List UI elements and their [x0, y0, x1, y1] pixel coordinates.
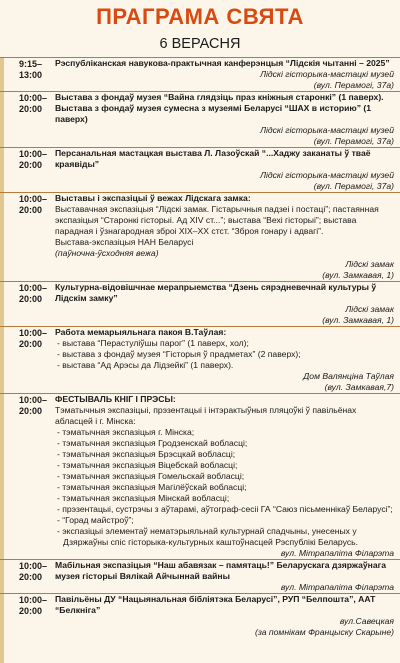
event-list-item: - тэматычная экспазіцыя Мінскай вобласці; [55, 493, 394, 504]
event-time-start: 10:00– [19, 395, 48, 405]
event-time-end: 20:00 [19, 205, 43, 215]
event-list-item: - тэматычная экспазіцыя Віцебскай вобласці; [55, 460, 394, 471]
event-time [19, 93, 53, 115]
event-time [19, 328, 53, 350]
event-time-end: 13:00 [19, 70, 43, 80]
event-address: (за помнікам Францыску Скарыне) [255, 627, 394, 637]
event-time-start: 10:00– [19, 149, 48, 159]
event-time-start: 10:00– [19, 328, 48, 338]
event-time-end: 20:00 [19, 406, 43, 416]
event-venue: Лідскі гісторыка-мастацкі музей [260, 170, 394, 180]
event-schedule [0, 57, 400, 638]
event-venue: Лідскі гісторыка-мастацкі музей [260, 69, 394, 79]
event-body [55, 394, 394, 559]
event-list-item: - тэматычная экспазіцыя Гомельскай вобласці; [55, 471, 394, 482]
event-time [19, 395, 53, 417]
event-row [0, 593, 400, 638]
event-row [0, 91, 400, 147]
event-venue: вул.Савецкая [339, 616, 394, 626]
event-time-end: 20:00 [19, 572, 43, 582]
event-title: Выстава з фондаў музея “Вайна глядзіць праз кніжныя старонкі” (1 паверх). [55, 92, 384, 102]
event-row [0, 559, 400, 593]
event-description: Выстава-экспазіцыя НАН Беларусі [55, 237, 194, 247]
event-time-start: 10:00– [19, 561, 48, 571]
event-row [0, 192, 400, 281]
event-body [55, 282, 394, 326]
event-list-item: - тэматычная экспазіцыя Гродзенскай вобласці; [55, 438, 394, 449]
event-description: (паўночна-ўсходняя вежа) [55, 248, 159, 258]
event-time-start: 10:00– [19, 283, 48, 293]
event-time-end: 20:00 [19, 104, 43, 114]
event-title: Выстава з фондаў музея сумесна з музеямі Беларусі “ШАХ в историю” (1 паверх) [55, 103, 372, 124]
event-list-item: - тэматычная экспазіцыя Брэсцкай вобласці; [55, 449, 394, 460]
event-address: (вул. Перамогі, 37а) [313, 80, 394, 90]
event-time-end: 20:00 [19, 294, 43, 304]
event-title: Мабільная экспазіцыя “Наш абавязак – памятаць!” Беларускага дзяржаўнага музея гісторыі Вялікай Айчыннай вайны [55, 560, 387, 581]
event-time-end: 20:00 [19, 606, 43, 616]
event-list-item: - выстава “Перастуліўшы парог” (1 паверх, хол); [55, 338, 394, 349]
event-title: Павільёны ДУ “Нацыянальная бібліятэка Беларусі”, РУП “Белпошта”, ААТ “Белкніга” [55, 594, 376, 615]
event-time [19, 561, 53, 583]
event-time-start: 9:15– [19, 59, 43, 69]
event-time-end: 20:00 [19, 339, 43, 349]
event-body [55, 92, 394, 147]
event-address: (вул. Замкавая,7) [324, 382, 394, 392]
event-list-item: - экспазіцыі элементаў нематэрыяльнай культурнай спадчыны, унесеных у Дзяржаўны спіс гісторыка-культурных каштоўнасцей Рэспублікі Беларусь. [55, 526, 394, 548]
event-row [0, 393, 400, 559]
event-row [0, 57, 400, 91]
event-address: вул. Мітрапаліта Філарэта [280, 582, 394, 592]
event-time-start: 10:00– [19, 194, 48, 204]
event-time [19, 149, 53, 171]
event-time [19, 194, 53, 216]
event-title: Культурна-відовішчнае мерапрыемства “Дзень сярэдневечнай культуры ў Лідскім замку” [55, 282, 377, 303]
event-title: Работа мемарыяльнага пакоя В.Таўлая: [55, 327, 227, 337]
event-venue: Лідскі гісторыка-мастацкі музей [260, 125, 394, 135]
event-row [0, 147, 400, 192]
event-title: ФЕСТЫВАЛЬ КНІГ І ПРЭСЫ: [55, 394, 176, 404]
event-venue: Дом Валянціна Таўлая [303, 371, 394, 381]
event-title: Выставы і экспазіцыі ў вежах Лідскага замка: [55, 193, 251, 203]
date-subtitle: 6 ВЕРАСНЯ [159, 36, 241, 52]
event-time [19, 59, 53, 81]
event-list-item: - прэзентацыі, сустрэчы з аўтарамі, аўтограф-сесіі ГА “Саюз пісьменнікаў Беларусі”; [55, 504, 394, 515]
event-list-item: - выстава з фондаў музея “Гісторыя ў прадметах” (2 паверх); [55, 349, 394, 360]
event-body [55, 594, 394, 638]
event-list-item: - тэматычная экспазіцыя г. Мінска; [55, 427, 394, 438]
event-address: (вул. Перамогі, 37а) [313, 136, 394, 146]
event-row [0, 281, 400, 326]
event-title: Рэспубліканская навукова-практычная канферэнцыя “Лідскія чытанні – 2025” [55, 58, 390, 68]
event-description: Выставачная экспазіцыя “Лідскі замак. Гістарычныя падзеі і постаці”; пастаянная экспазіцыя “Старонкі гісторыі. Ад XIV ст...”; выстава “Вехі гісторыі”; выстава парадная і ўзнагародная зброі XIX–XX стст. “Зброя гонару і адвагі”. [55, 204, 379, 236]
event-list-item: - тэматычная экспазіцыя Магілёўскай вобласці; [55, 482, 394, 493]
event-body [55, 193, 394, 281]
event-body [55, 327, 394, 393]
event-time-start: 10:00– [19, 93, 48, 103]
event-title: Персанальная мастацкая выстава Л. Лазоўскай “...Хаджу заканаты ў тваё краявіды” [55, 148, 371, 169]
event-time [19, 595, 53, 617]
event-body [55, 58, 394, 91]
event-venue: Лідскі замак [345, 259, 394, 269]
event-list-item: - “Горад майстроў”; [55, 515, 394, 526]
event-address: (вул. Замкавая, 1) [322, 315, 394, 325]
event-list-item: - выстава “Ад Арэсы да Лідзейкі” (1 паверх). [55, 360, 394, 371]
event-time-end: 20:00 [19, 160, 43, 170]
event-time-start: 10:00– [19, 595, 48, 605]
event-venue: Лідскі замак [345, 304, 394, 314]
event-address: вул. Мітрапаліта Філарэта [280, 548, 394, 558]
event-body [55, 560, 394, 593]
event-row [0, 326, 400, 393]
event-address: (вул. Перамогі, 37а) [313, 181, 394, 191]
event-description: Тэматычныя экспазіцыі, прэзентацыі і інтэрактыўныя пляцоўкі ў павільёнах абласцей і г. Мінска: [55, 405, 357, 426]
event-time [19, 283, 53, 305]
page-title: ПРАГРАМА СВЯТА [96, 4, 304, 29]
event-address: (вул. Замкавая, 1) [322, 270, 394, 280]
event-body [55, 148, 394, 192]
